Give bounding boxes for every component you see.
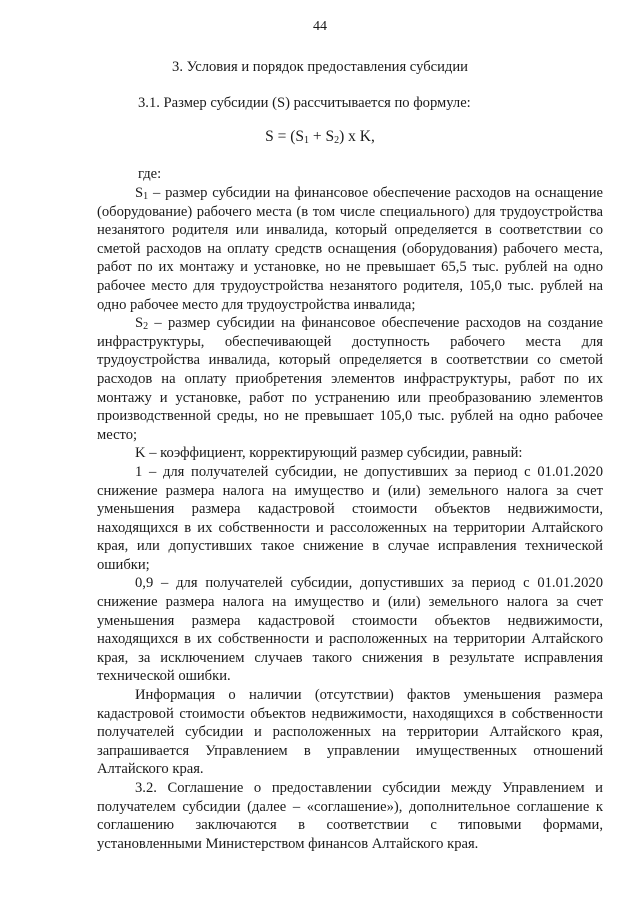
where-label: где:	[138, 166, 162, 182]
formula-lhs: S = (S	[265, 128, 305, 145]
s1-text: – размер субсидии на финансовое обеспечение расходов на оснащение (оборудование) рабочего места (в том числе специального) для трудоустройства незанятого родителя или инвалида, который определяется в соответствии со сметой расходов на оплату средств оснащения (оборудования) рабочего места, работ по их монтажу и установке, но не превышает 65,5 тыс. рублей на одно рабочее место для трудоустройства незанятого родителя, 105,0 тыс. рублей на одно рабочее место для трудоустройства инвалида;	[97, 185, 603, 313]
paragraph-s1	[97, 184, 603, 314]
formula-mid: + S	[309, 128, 335, 145]
paragraph-k: K – коэффициент, корректирующий размер субсидии, равный:	[135, 445, 523, 462]
paragraph-3-2: 3.2. Соглашение о предоставлении субсидии между Управлением и получателем субсидии (далее – «соглашение»), дополнительное соглашение к соглашению заключаются в соответствии с типовыми формами, установленными Министерством финансов Алтайского края.	[97, 780, 603, 852]
page-number: 44	[313, 19, 327, 34]
formula-rhs: ) x K,	[339, 128, 375, 145]
formula-sub-1: 1	[304, 135, 310, 146]
document-body	[97, 184, 603, 853]
s2-text: – размер субсидии на финансовое обеспечение расходов на создание инфраструктуры, обеспечивающей доступность рабочего места для трудоустройства инвалида, который определяется в соответствии со сметой расходов на оплату приобретения элементов инфраструктуры, работ по их монтажу и установке, работ по устранению или преобразованию элементов производственной среды, но не превышает 105,0 тыс. рублей на одно рабочее место;	[97, 315, 603, 443]
s2-subscript: 2	[143, 321, 149, 333]
intro-paragraph: 3.1. Размер субсидии (S) рассчитывается по формуле:	[138, 95, 471, 111]
paragraph-s2	[97, 314, 603, 444]
formula-sub-2: 2	[334, 135, 340, 146]
s1-subscript: 1	[143, 191, 149, 202]
s2-symbol: S	[135, 315, 144, 332]
section-heading: 3. Условия и порядок предоставления субсидии	[172, 59, 468, 75]
paragraph-k-1: 1 – для получателей субсидии, не допустивших за период с 01.01.2020 снижение размера налога на имущество и (или) земельного налога за счет уменьшения размера кадастровой стоимости объектов недвижимости, находящихся в их собственности и рассоложенных на территории Алтайского края, или допустивших такое снижение в случае исправления технической ошибки;	[97, 463, 603, 573]
s1-symbol: S	[135, 185, 144, 201]
subsidy-formula	[0, 128, 640, 146]
paragraph-k-0-9: 0,9 – для получателей субсидии, допустивших за период с 01.01.2020 снижение размера налога на имущество и (или) земельного налога за счет уменьшения размера кадастровой стоимости объектов недвижимости, находящихся в их собственности и расположенных на территории Алтайского края, за исключением случаев такого снижения в результате исправления технической ошибки.	[97, 575, 603, 685]
paragraph-info: Информация о наличии (отсутствии) фактов уменьшения размера кадастровой стоимости объектов недвижимости, находящихся в собственности получателей субсидии и расположенных на территории Алтайского края, запрашивается Управлением в управлении имущественных отношений Алтайского края.	[97, 687, 603, 778]
